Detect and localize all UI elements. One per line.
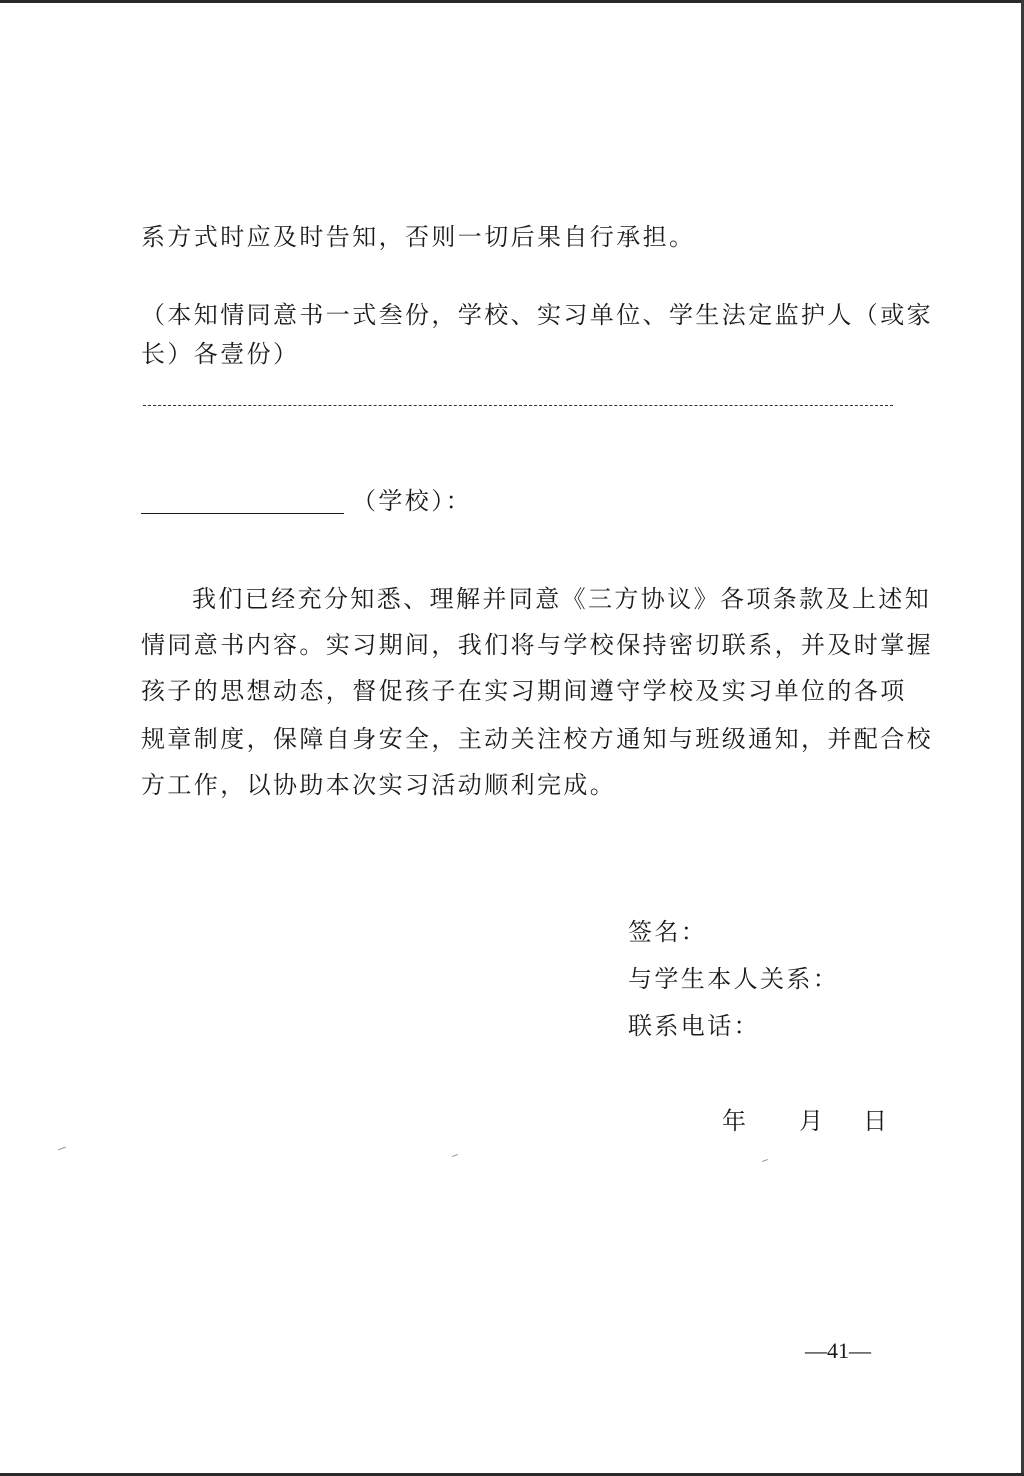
school-label: （学校）： xyxy=(352,487,472,515)
scan-speck xyxy=(762,1159,768,1162)
date-day: 日 xyxy=(863,1107,887,1135)
body-line-5: 方工作，以协助本次实习活动顺利完成。 xyxy=(141,771,617,799)
body-line-3: 孩子的思想动态，督促孩子在实习期间遵守学校及实习单位的各项 xyxy=(141,677,907,705)
body-line-2: 情同意书内容。实习期间，我们将与学校保持密切联系，并及时掌握 xyxy=(141,631,933,659)
phone-label: 联系电话： xyxy=(628,1012,760,1040)
body-line-4: 规章制度，保障自身安全，主动关注校方通知与班级通知，并配合校 xyxy=(141,725,933,753)
continuation-line: 系方式时应及时告知，否则一切后果自行承担。 xyxy=(141,223,696,251)
body-line-1: 我们已经充分知悉、理解并同意《三方协议》各项条款及上述知 xyxy=(192,585,932,613)
page-number: —41— xyxy=(805,1338,871,1363)
signature-label: 签名： xyxy=(628,918,708,946)
note-line-2: 长）各壹份） xyxy=(141,340,300,368)
scan-speck xyxy=(452,1154,458,1157)
note-line-1: （本知情同意书一式叁份，学校、实习单位、学生法定监护人（或家 xyxy=(141,301,933,329)
date-month: 月 xyxy=(799,1107,823,1135)
relation-label: 与学生本人关系： xyxy=(628,965,840,993)
scan-border-top xyxy=(0,0,1024,3)
cut-line-divider xyxy=(143,405,893,406)
school-name-blank xyxy=(141,513,344,514)
scan-speck xyxy=(58,1147,66,1151)
date-year: 年 xyxy=(722,1107,746,1135)
